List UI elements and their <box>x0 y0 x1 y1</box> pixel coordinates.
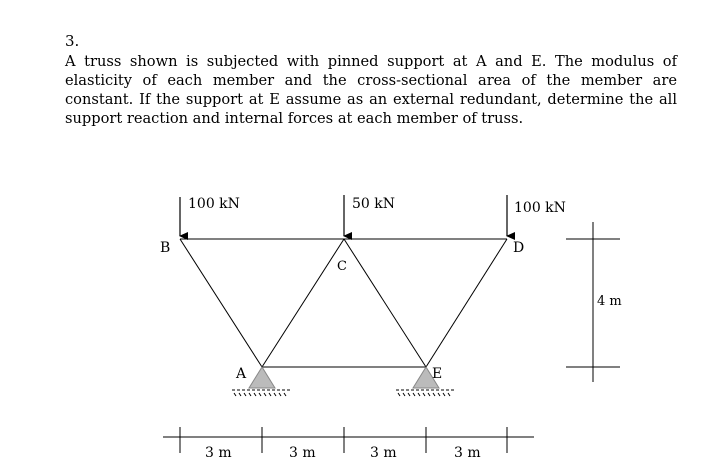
problem-number: 3. <box>65 32 80 50</box>
load-label-c: 50 kN <box>352 196 395 212</box>
support-e <box>396 367 454 396</box>
joint-label-b: B <box>160 240 171 256</box>
member-ba <box>180 239 262 367</box>
span-dimension-label: 3 m <box>370 445 397 461</box>
problem-text: A truss shown is subjected with pinned support at A and E. The modulus of elasticity of each member and the cross-sectional area of the member are constant. If the support at E assume as an external redundant, determine the all support reaction and internal forces at each member of truss. <box>65 53 677 127</box>
joint-label-d: D <box>513 240 525 256</box>
joint-label-c: C <box>337 259 347 274</box>
member-ce <box>344 239 426 367</box>
member-ed <box>426 239 507 367</box>
height-dimension-label: 4 m <box>597 294 622 309</box>
span-dimension-label: 3 m <box>289 445 316 461</box>
joint-label-e: E <box>432 366 443 382</box>
load-label-b: 100 kN <box>188 196 240 212</box>
joint-label-a: A <box>236 366 247 382</box>
span-dimension-label: 3 m <box>454 445 481 461</box>
member-ac <box>262 239 344 367</box>
span-dimension-label: 3 m <box>205 445 232 461</box>
load-label-d: 100 kN <box>514 200 566 216</box>
